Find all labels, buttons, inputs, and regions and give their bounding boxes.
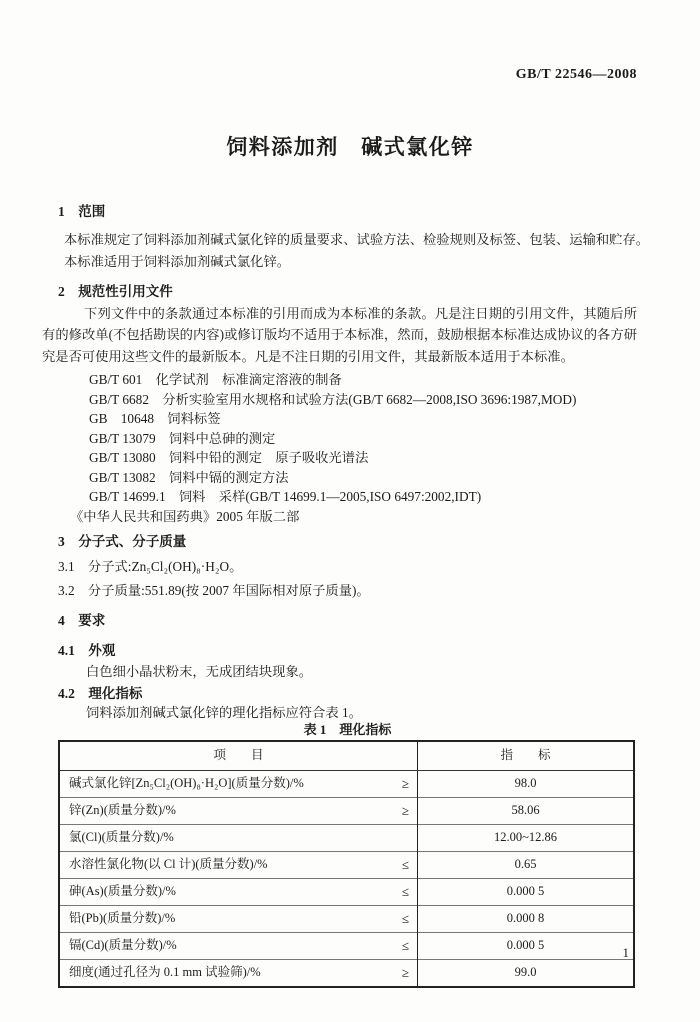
indicator-name: 氯(Cl)(质量分数)/%: [69, 830, 174, 845]
indicator-name: 水溶性氯化物(以 Cl 计)(质量分数)/%: [69, 857, 268, 872]
reference-item: GB/T 14699.1 饲料 采样(GB/T 14699.1—2005,ISO 6497:2002,IDT): [89, 489, 482, 505]
reference-item: GB/T 601 化学试剂 标准滴定溶液的制备: [89, 372, 342, 388]
clause-4-2-heading: 4.2 理化指标: [58, 686, 143, 702]
physicochemical-indicators-table: [58, 740, 635, 988]
reference-item: GB 10648 饲料标签: [89, 411, 221, 427]
table-row: [59, 825, 634, 852]
reference-item: 《中华人民共和国药典》2005 年版二部: [70, 508, 300, 524]
relation-symbol: ≤: [401, 857, 409, 873]
section-3-heading: 3 分子式、分子质量: [58, 534, 187, 550]
table-row: [59, 933, 634, 960]
reference-item: GB/T 13080 饲料中铅的测定 原子吸收光谱法: [89, 450, 369, 466]
relation-symbol: ≤: [401, 884, 409, 900]
indicator-name: 铅(Pb)(质量分数)/%: [69, 911, 176, 926]
standard-code: GB/T 22546—2008: [515, 67, 637, 82]
section-1-heading: 1 范围: [58, 204, 106, 219]
relation-symbol: ≥: [401, 965, 409, 981]
table-row: [59, 852, 634, 879]
clause-4-1-heading: 4.1 外观: [58, 643, 116, 659]
indicator-name: 砷(As)(质量分数)/%: [69, 884, 176, 899]
indicator-value: 0.000 5: [418, 933, 635, 960]
table-row: [59, 906, 634, 933]
document-title: 饲料添加剂 碱式氯化锌: [226, 135, 474, 159]
table-row: [59, 879, 634, 906]
indicator-value: 0.000 8: [418, 906, 635, 933]
table-1-caption: 表 1 理化指标: [303, 722, 392, 738]
column-header-value: 指 标: [418, 741, 635, 771]
section-4-heading: 4 要求: [58, 613, 106, 629]
indicator-value: 99.0: [418, 960, 635, 988]
relation-symbol: ≥: [401, 776, 409, 792]
indicator-value: 12.00~12.86: [418, 825, 635, 852]
section-1-paragraph: 本标准适用于饲料添加剂碱式氯化锌。: [64, 253, 291, 269]
indicator-value: 0.000 5: [418, 879, 635, 906]
reference-item: GB/T 6682 分析实验室用水规格和试验方法(GB/T 6682—2008,ISO 3696:1987,MOD): [89, 391, 577, 407]
document-body: [42, 195, 650, 988]
reference-item: GB/T 13082 饲料中镉的测定方法: [89, 469, 289, 485]
clause-3-1: 3.1 分子式:Zn₅Cl₂(OH)₈·H₂O。: [58, 559, 243, 575]
table-row: [59, 798, 634, 825]
normative-references-list: [58, 370, 637, 526]
reference-item: GB/T 13079 饲料中总砷的测定: [89, 430, 276, 446]
table-body: [59, 771, 634, 988]
page-number: 1: [622, 945, 629, 960]
relation-symbol: ≤: [401, 938, 409, 954]
indicator-name: 碱式氯化锌[Zn₅Cl₂(OH)₈·H₂O](质量分数)/%: [69, 776, 304, 791]
section-2-intro: 下列文件中的条款通过本标准的引用而成为本标准的条款。凡是注日期的引用文件，其随后所有的修改单(不包括勘误的内容)或修订版均不适用于本标准，然而，鼓励根据本标准达成协议的各方研究是否可使用这些文件的最新版本。凡是不注日期的引用文件，其最新版本适用于本标准。: [42, 306, 637, 364]
indicator-value: 0.65: [418, 852, 635, 879]
table-header: [59, 741, 634, 771]
clause-4-2-text: 饲料添加剂碱式氯化锌的理化指标应符合表 1。: [86, 705, 362, 721]
relation-symbol: ≥: [401, 803, 409, 819]
relation-symbol: ≤: [401, 911, 409, 927]
table-row: [59, 960, 634, 988]
indicator-value: 58.06: [418, 798, 635, 825]
section-2-heading: 2 规范性引用文件: [58, 284, 173, 299]
section-1-paragraph: 本标准规定了饲料添加剂碱式氯化锌的质量要求、试验方法、检验规则及标签、包装、运输和贮存。: [64, 232, 650, 247]
clause-4-1-text: 白色细小晶状粉末，无成团结块现象。: [86, 664, 313, 680]
clause-3-2: 3.2 分子质量:551.89(按 2007 年国际相对原子质量)。: [58, 583, 370, 599]
indicator-name: 锌(Zn)(质量分数)/%: [69, 803, 176, 818]
column-header-item: 项 目: [59, 741, 418, 771]
indicator-name: 细度(通过孔径为 0.1 mm 试验筛)/%: [69, 965, 261, 980]
indicator-name: 镉(Cd)(质量分数)/%: [69, 938, 177, 953]
table-row: [59, 771, 634, 798]
indicator-value: 98.0: [418, 771, 635, 798]
